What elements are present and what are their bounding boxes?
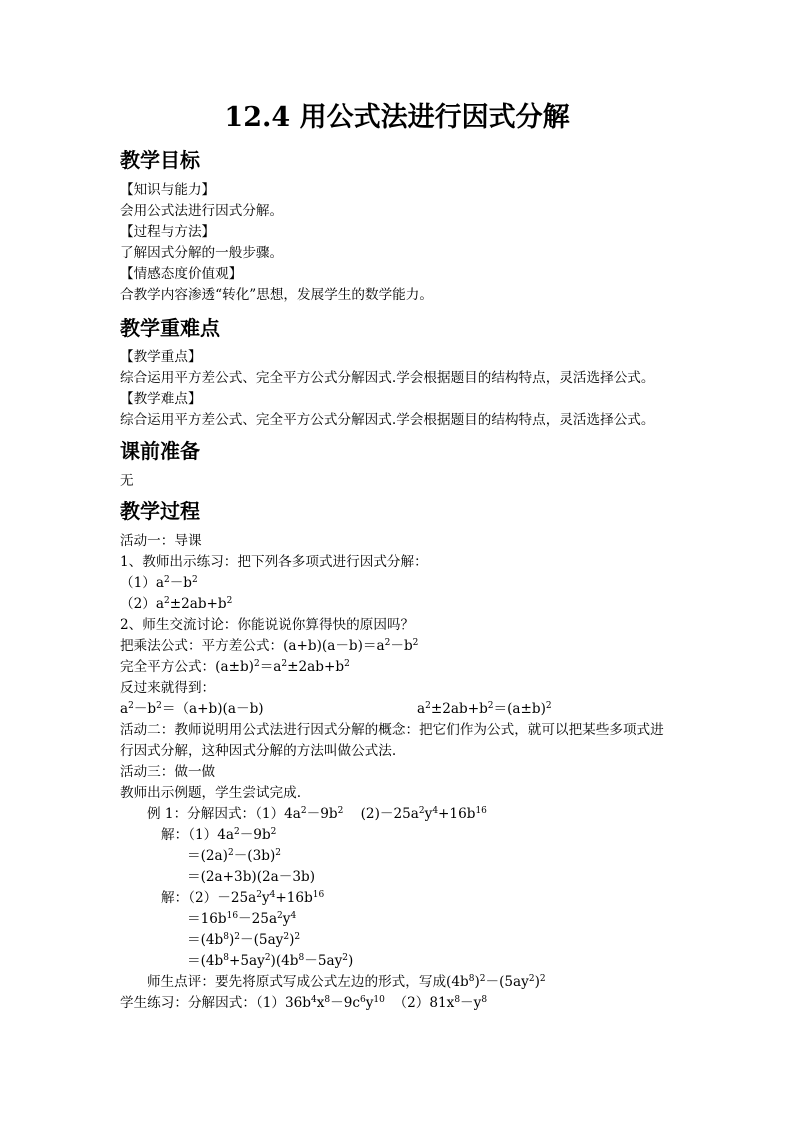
reverse-formulas: $a^2-b^2=(a+b)(a-b)$ $a^2\pm 2ab+b^2=(a\pm b)^2$ [120, 701, 552, 717]
difference-of-squares-formula: 把乘法公式：平方差公式：$(a+b)(a-b)=a^2-b^2$ [120, 638, 419, 654]
knowledge-text: 会用公式法进行因式分解。 [120, 203, 284, 219]
difficulty-text: 综合运用平方差公式、完全平方公式分解因式.学会根据题目的结构特点，灵活选择公式。 [120, 412, 655, 428]
knowledge-label: 【知识与能力】 [120, 182, 216, 198]
focus-text: 综合运用平方差公式、完全平方公式分解因式.学会根据题目的结构特点，灵活选择公式。 [120, 370, 655, 386]
emotion-text: 合教学内容渗透“转化”思想，发展学生的数学能力。 [120, 287, 433, 303]
prep-text: 无 [120, 473, 134, 489]
process-label: 【过程与方法】 [120, 224, 216, 240]
solution-2-step-2: $=16b^{16}-25a^2y^4$ [187, 911, 297, 927]
section-heading-key-points: 教学重难点 [120, 316, 220, 340]
activity-2-line-2: 行因式分解，这种因式分解的方法叫做公式法. [120, 743, 397, 759]
page-title: 12.4 用公式法进行因式分解 [224, 102, 570, 133]
solution-1-step-1: 解：$(1)4a^2-9b^2$ [161, 827, 277, 843]
activity-1: 活动一：导课 [120, 533, 202, 549]
perfect-square-formula: 完全平方公式：$(a\pm b)^2=a^2\pm 2ab+b^2$ [120, 659, 350, 675]
solution-1-step-3: ＝(2a+3b)(2a－3b) [187, 869, 315, 885]
activity-3: 活动三：做一做 [120, 764, 216, 780]
section-heading-goals: 教学目标 [120, 148, 200, 172]
activity-3-intro: 教师出示例题，学生尝试完成. [120, 785, 302, 801]
difficulty-label: 【教学难点】 [120, 391, 202, 407]
teacher-comment: 师生点评：要先将原式写成公式左边的形式，写成$(4b^8)^2-(5ay^2)^2$ [147, 974, 546, 990]
solution-2-step-4: $=(4b^8+5ay^2)(4b^8-5ay^2)$ [187, 953, 354, 969]
process-text: 了解因式分解的一般步骤。 [120, 245, 284, 261]
reverse-intro: 反过来就得到： [120, 680, 216, 696]
section-heading-prep: 课前准备 [120, 439, 200, 463]
exercise-2: $(2)a^2\pm 2ab+b^2$ [120, 596, 233, 612]
activity-2-line-1: 活动二：教师说明用公式法进行因式分解的概念：把它们作为公式，就可以把某些多项式进 [120, 722, 664, 738]
activity-1-step-1: 1、教师出示练习：把下列各多项式进行因式分解： [120, 554, 428, 570]
focus-label: 【教学重点】 [120, 349, 202, 365]
emotion-label: 【情感态度价值观】 [120, 266, 243, 282]
solution-2-step-3: $=(4b^8)^2-(5ay^2)^2$ [187, 932, 301, 948]
student-practice: 学生练习：分解因式：$(1)36b^4x^8-9c^6y^{10}$ $(2)81x^8-y^8$ [120, 995, 488, 1011]
example-1-title: 例 1：分解因式：$(1)4a^2-9b^2$ $(2)-25a^2y^4+16b^{16}$ [147, 806, 487, 822]
reverse-formula-2: $a^2\pm 2ab+b^2=(a\pm b)^2$ [417, 701, 552, 717]
solution-2-step-1: 解：$(2)-25a^2y^4+16b^{16}$ [161, 890, 325, 906]
activity-1-step-2: 2、师生交流讨论：你能说说你算得快的原因吗？ [120, 617, 415, 633]
solution-1-step-2: $=(2a)^2-(3b)^2$ [187, 848, 281, 864]
exercise-1: $(1)a^2-b^2$ [120, 575, 198, 591]
section-heading-process: 教学过程 [120, 499, 200, 523]
